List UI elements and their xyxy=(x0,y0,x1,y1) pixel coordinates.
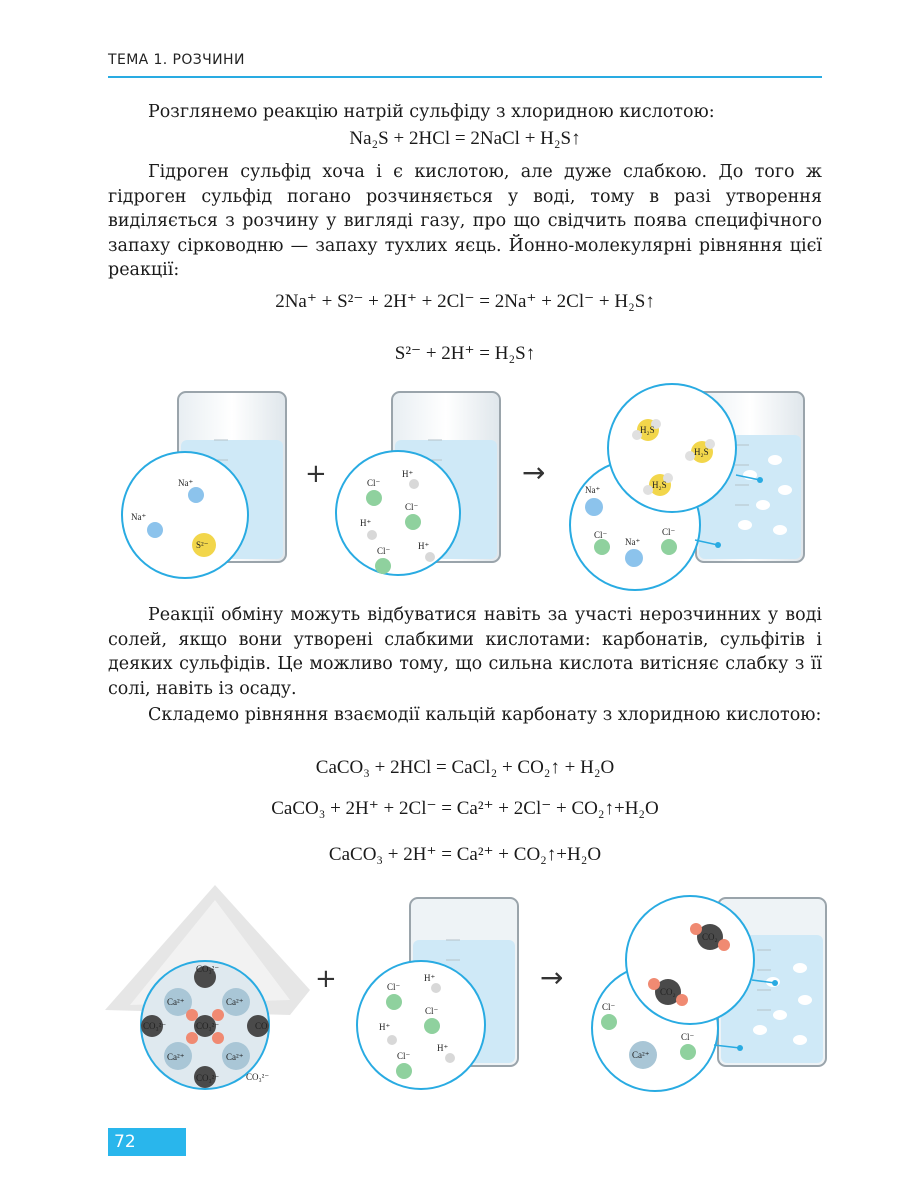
ion-label: Na⁺ xyxy=(178,478,194,488)
ion-label: H⁺ xyxy=(418,541,430,551)
ion-label: Ca²⁺ xyxy=(167,1052,185,1062)
molecule-label: H₂S xyxy=(694,447,709,457)
equation-5: CaCO₃ + 2H⁺ + 2Cl⁻ = Ca²⁺ + 2Cl⁻ + CO₂↑+H₂O xyxy=(271,798,659,819)
plus-sign: + xyxy=(305,459,327,489)
sodium-ion xyxy=(147,522,163,538)
page-number: 72 xyxy=(108,1128,186,1156)
equation-3: S²⁻ + 2H⁺ = H₂S↑ xyxy=(394,343,536,364)
ion-label: Na⁺ xyxy=(131,512,147,522)
sodium-ion xyxy=(188,487,204,503)
ion-label: H⁺ xyxy=(437,1043,449,1053)
circle-a xyxy=(122,452,248,578)
paragraph-3-text: Реакції обміну можуть відбуватися навіть за участі нерозчинних у воді солей, якщо вони утворені слабкими кислотами: карбонатів, сульфітів і деяких сульфідів. Це можливо тому, що сильна кислота витісняє слабку з її солі, навіть із осаду. xyxy=(108,605,822,699)
ion-label: Cl⁻ xyxy=(602,1002,616,1012)
reaction-arrow: → xyxy=(540,961,564,994)
ion-label: Cl⁻ xyxy=(367,478,381,488)
ion-label: CO₃²⁻ xyxy=(196,1073,220,1083)
equation-1: Na₂S + 2HCl = 2NaCl + H₂S↑ xyxy=(349,128,581,149)
chapter-header: ТЕМА 1. РОЗЧИНИ xyxy=(108,52,245,68)
ion-label: CO xyxy=(255,1021,268,1031)
ion-label: Cl⁻ xyxy=(594,530,608,540)
ion-label: H⁺ xyxy=(402,469,414,479)
figure-caco3-reaction xyxy=(0,880,907,1100)
ion-label: H⁺ xyxy=(360,518,372,528)
ion-label: CO₃²⁻ xyxy=(196,1021,220,1031)
ion-label: Cl⁻ xyxy=(681,1032,695,1042)
molecule-label: CO₂ xyxy=(660,987,676,997)
ion-label: H⁺ xyxy=(379,1022,391,1032)
molecule-label: H₂S xyxy=(640,425,655,435)
equation-2: 2Na⁺ + S²⁻ + 2H⁺ + 2Cl⁻ = 2Na⁺ + 2Cl⁻ + H₂S↑ xyxy=(275,291,655,312)
ion-label: H⁺ xyxy=(424,973,436,983)
plus-sign: + xyxy=(315,964,337,994)
ion-label: CO₃²⁻ xyxy=(246,1072,270,1082)
ion-label: Cl⁻ xyxy=(425,1006,439,1016)
ion-label: Na⁺ xyxy=(585,485,601,495)
equation-6: CaCO₃ + 2H⁺ = Ca²⁺ + CO₂↑+H₂O xyxy=(328,844,602,865)
paragraph-1 xyxy=(108,100,822,125)
ion-label: Cl⁻ xyxy=(377,546,391,556)
ion-label: Ca²⁺ xyxy=(632,1050,650,1060)
ion-label: Cl⁻ xyxy=(387,982,401,992)
circle-b xyxy=(336,451,460,575)
figure-na2s-reaction xyxy=(0,380,907,595)
header-rule xyxy=(108,76,822,78)
ion-label: Ca²⁺ xyxy=(226,1052,244,1062)
ion-label: Cl⁻ xyxy=(662,527,676,537)
circle-a-lattice xyxy=(141,961,269,1089)
reaction-arrow: → xyxy=(522,456,546,489)
paragraph-4-text: Складемо рівняння взаємодії кальцій карбонату з хлоридною кислотою: xyxy=(148,705,822,725)
equation-4: CaCO₃ + 2HCl = CaCl₂ + CO₂↑ + H₂O xyxy=(315,757,615,778)
paragraph-4 xyxy=(108,703,822,728)
ion-label: CO₃²⁻ xyxy=(196,964,220,974)
paragraph-2 xyxy=(108,160,822,283)
ion-label: Cl⁻ xyxy=(397,1051,411,1061)
molecule-label: H₂S xyxy=(652,480,667,490)
ion-label: Ca²⁺ xyxy=(226,997,244,1007)
ion-label: Ca²⁺ xyxy=(167,997,185,1007)
paragraph-2-text: Гідроген сульфід хоча і є кислотою, але дуже слабкою. До того ж гідроген сульфід погано розчиняється у воді, тому в разі утворення виділяється з розчину у вигляді газу, про що свідчить поява специфічного запаху сірководню — запаху тухлих яєць. Йонно-молекулярні рівняння цієї реакції: xyxy=(108,162,822,280)
paragraph-3 xyxy=(108,603,822,701)
paragraph-1-text: Розглянемо реакцію натрій сульфіду з хлоридною кислотою: xyxy=(148,102,715,122)
molecule-label: CO₂ xyxy=(702,932,718,942)
ion-label: CO₃²⁻ xyxy=(143,1021,167,1031)
ion-label: Cl⁻ xyxy=(405,502,419,512)
ion-label: S²⁻ xyxy=(196,540,209,550)
ion-label: Na⁺ xyxy=(625,537,641,547)
circle-b xyxy=(357,961,485,1089)
